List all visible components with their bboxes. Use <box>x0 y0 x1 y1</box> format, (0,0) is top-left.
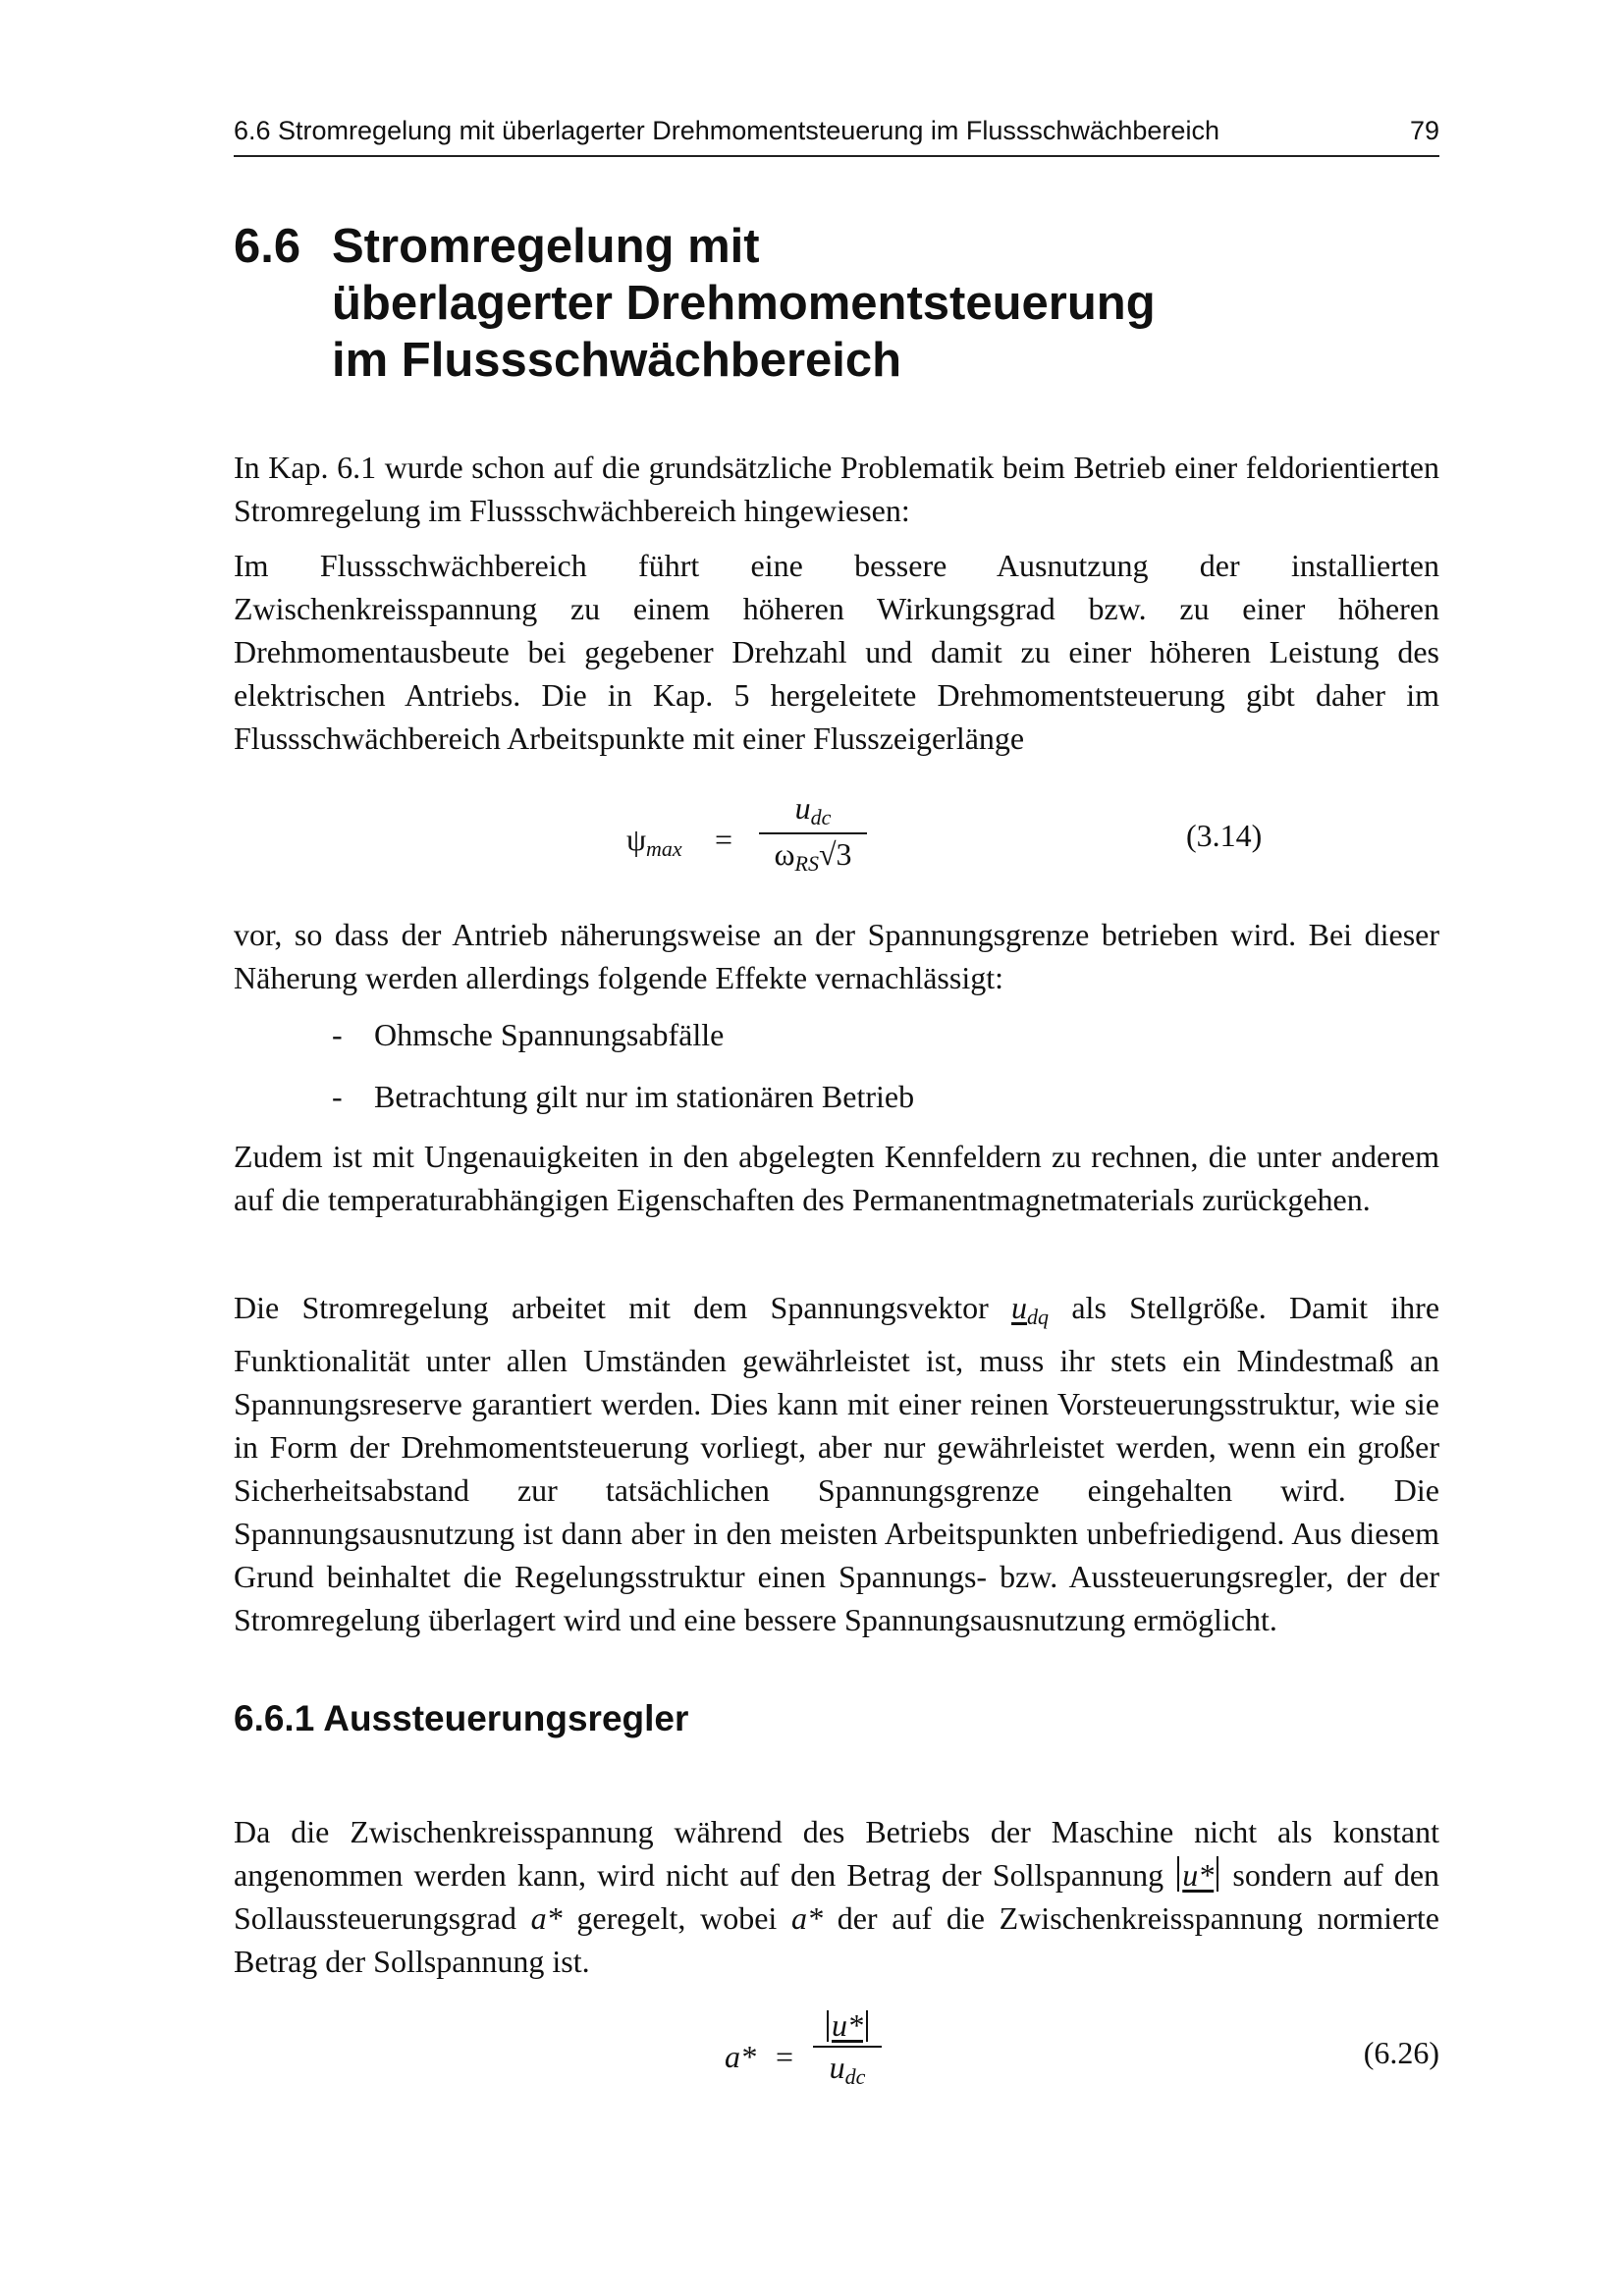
eq2-denominator: $u_{dc}$ <box>829 2050 866 2089</box>
running-title: 6.6 Stromregelung mit überlagerter Drehmomentsteuerung im Flussschwächbereich <box>234 116 1219 145</box>
subsection-title: Aussteuerungsregler <box>323 1698 689 1738</box>
equation-6-26 <box>725 2007 1439 2115</box>
section-title-line-3: im Flussschwächbereich <box>332 334 902 387</box>
equation-3-14 <box>626 790 1439 898</box>
paragraph-flux-weakening: Im Flussschwächbereich führt eine bessere Ausnutzung der installierten Zwischenkreisspannung zu einem höheren Wirkungsgrad bzw. zu einer höheren Drehmomentausbeute bei gegebener Drehzahl und damit zu einer höheren Leistung des elektrischen Antriebs. Die in Kap. 5 hergeleitete Drehmomentsteuerung gibt daher im Flussschwächbereich Arbeitspunkte mit einer Flusszeigerlänge <box>234 548 1439 756</box>
list-item: - Ohmsche Spannungsabfälle <box>332 1017 725 1052</box>
eq2-label: (6.26) <box>1363 2035 1439 2070</box>
subsection-number: 6.6.1 <box>234 1698 315 1738</box>
running-header <box>234 116 1439 157</box>
eq2-lhs: a* <box>725 2039 756 2074</box>
subsection-heading <box>234 1698 688 1739</box>
section-number: 6.6 <box>234 220 301 273</box>
eq1-numerator: $u_{dc}$ <box>794 790 832 829</box>
eq2-equals: = <box>776 2039 794 2074</box>
paragraph-modulation: Da die Zwischenkreisspannung während des Betriebs der Maschine nicht als konstant angenommen werden kann, wird nicht auf den Betrag der Sollspannung u* sondern auf den Sollaussteuerungsgrad a* geregelt, wobei a* der auf die Zwischenkreisspannung normierte Betrag der Sollspannung ist. <box>234 1814 1440 1979</box>
symbol-u-dq: u <box>1011 1290 1028 1325</box>
eq1-lhs: $\psi_{max}$ <box>626 822 682 861</box>
eq2-fraction <box>813 2007 882 2090</box>
list-item: - Betrachtung gilt nur im stationären Betrieb <box>332 1079 915 1114</box>
eq2-numerator: u* <box>813 2007 882 2044</box>
eq1-equals: = <box>715 822 733 857</box>
eq1-fraction <box>759 790 867 877</box>
page <box>234 0 1439 2296</box>
section-title-line-1: Stromregelung mit <box>332 220 760 273</box>
eq1-label: (3.14) <box>1186 818 1263 853</box>
symbol-a-star: a* <box>791 1900 824 1936</box>
page-number: 79 <box>1409 116 1439 145</box>
fraction-bar <box>759 832 867 834</box>
eq1-denominator: $\omega_{RS}√3$ <box>774 836 852 876</box>
paragraph-inaccuracies: Zudem ist mit Ungenauigkeiten in den abgelegten Kennfeldern zu rechnen, die unter anderem auf die temperaturabhängigen Eigenschaften des Permanentmagnetmaterials zurückgehen. <box>234 1139 1439 1217</box>
fraction-bar <box>813 2046 882 2048</box>
paragraph-intro: In Kap. 6.1 wurde schon auf die grundsätzliche Problematik beim Betrieb einer feldorientierten Stromregelung im Flussschwächbereich hingewiesen: <box>234 450 1439 528</box>
paragraph-approximation: vor, so dass der Antrieb näherungsweise an der Spannungsgrenze betrieben wird. Bei dieser Näherung werden allerdings folgende Effekte vernachlässigt: <box>234 917 1439 995</box>
paragraph-current-control: Die Stromregelung arbeitet mit dem Spannungsvektor $u_{dq}$ als Stellgröße. Damit ihre Funktionalität unter allen Umständen gewährleistet ist, muss ihr stets ein Mindestmaß an Spannungsreserve garantiert werden. Dies kann mit einer reinen Vorsteuerungsstruktur, wie sie in Form der Drehmomentsteuerung vorliegt, aber nur gewährleistet werden, wenn ein großer Sicherheitsabstand zur tatsächlichen Spannungsgrenze eingehalten wird. Die Spannungsausnutzung ist dann aber in den meisten Arbeitspunkten unbefriedigend. Aus diesem Grund beinhaltet die Regelungsstruktur einen Spannungs- bzw. Aussteuerungsregler, der der Stromregelung überlagert wird und eine bessere Spannungsausnutzung ermöglicht. <box>234 1290 1440 1637</box>
symbol-u-star: u* <box>1182 1857 1215 1893</box>
symbol-a-star: a* <box>530 1900 563 1936</box>
section-title-line-2: überlagerter Drehmomentsteuerung <box>332 277 1156 330</box>
